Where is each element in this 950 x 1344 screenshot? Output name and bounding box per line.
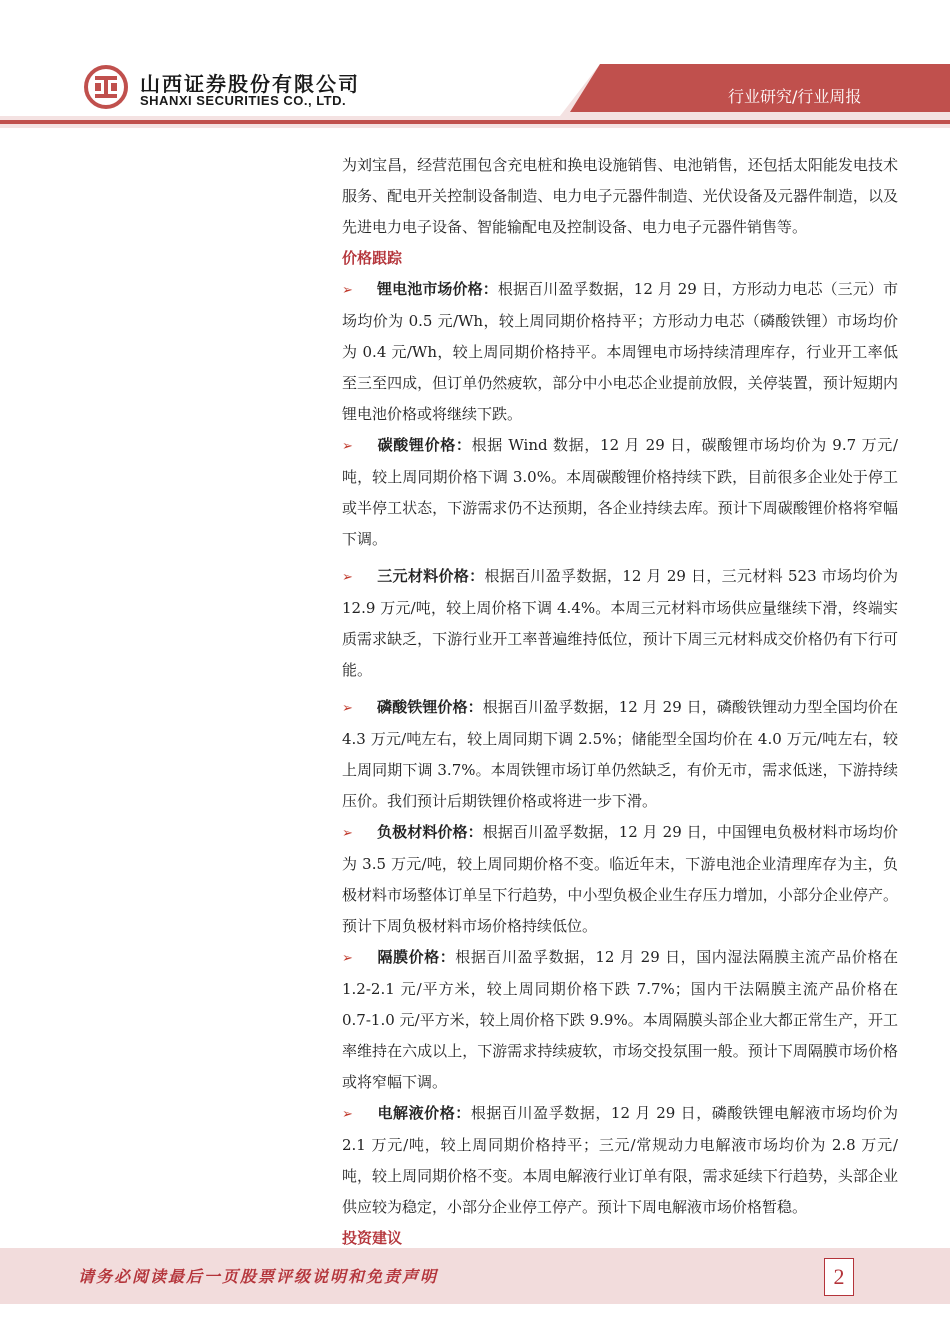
- arrow-bullet-icon: ➢: [342, 951, 353, 966]
- arrow-bullet-icon: ➢: [342, 1107, 353, 1122]
- price-item-text: 根据百川盈孚数据，12 月 29 日，国内湿法隔膜主流产品价格在 1.2-2.1 元/平方米，较上周同期价格下跌 7.7%；国内干法隔膜主流产品价格在 0.7-1.0 元/平方米，较上周价格下跌 9.9%。本周隔膜头部企业大都正常生产，开工率维持在六成以上，下游需求持续疲软，市场交投氛围一般。预计下周隔膜市场价格或将窄幅下调。: [342, 948, 898, 1091]
- price-item: [342, 692, 898, 817]
- invest-section-title: 投资建议: [342, 1229, 403, 1247]
- price-item: [342, 942, 898, 1098]
- price-item-text: 根据百川盈孚数据，12 月 29 日，磷酸铁锂电解液市场均价为 2.1 万元/吨，较上周同期价格持平；三元/常规动力电解液市场均价为 2.8 万元/吨，较上周同期价格不变。本周电解液行业订单有限，需求延续下行趋势，头部企业供应较为稳定，小部分企业停工停产。预计下周电解液市场价格暂稳。: [342, 1104, 898, 1216]
- page-number: 2: [824, 1258, 854, 1296]
- price-item-lead: 隔膜价格：: [376, 948, 456, 966]
- footer-disclaimer: 请务必阅读最后一页股票评级说明和免责声明: [78, 1267, 439, 1286]
- price-item: [342, 430, 898, 555]
- arrow-bullet-icon: ➢: [342, 570, 353, 585]
- price-item-lead: 三元材料价格：: [376, 567, 485, 585]
- price-item-text: 根据 Wind 数据，12 月 29 日，碳酸锂市场均价为 9.7 万元/吨，较上周同期价格下调 3.0%。本周碳酸锂价格持续下跌，目前很多企业处于停工或半停工状态，下游需求仍不达预期，各企业持续去库。预计下周碳酸锂价格将窄幅下调。: [342, 436, 898, 548]
- price-item: [342, 817, 898, 942]
- arrow-bullet-icon: ➢: [342, 701, 353, 716]
- page-header: [0, 0, 950, 130]
- intro-paragraph: 为刘宝昌，经营范围包含充电桩和换电设施销售、电池销售，还包括太阳能发电技术服务、配电开关控制设备制造、电力电子元器件制造、光伏设备及元器件制造，以及先进电力电子设备、智能输配电及控制设备、电力电子元器件销售等。: [342, 156, 898, 236]
- price-item: [342, 274, 898, 430]
- arrow-bullet-icon: ➢: [342, 439, 353, 454]
- price-item-lead: 电解液价格：: [376, 1104, 471, 1122]
- company-name-cn: 山西证券股份有限公司: [140, 72, 360, 96]
- price-item-lead: 锂电池市场价格：: [376, 280, 498, 298]
- arrow-bullet-icon: ➢: [342, 826, 353, 841]
- arrow-bullet-icon: ➢: [342, 283, 353, 298]
- report-category: 行业研究/行业周报: [728, 87, 862, 106]
- main-content: [342, 150, 898, 1254]
- price-item-text: 根据百川盈孚数据，12 月 29 日，中国锂电负极材料市场均价为 3.5 万元/吨，较上周同期价格不变。临近年末，下游电池企业清理库存为主，负极材料市场整体订单呈下行趋势，中小型负极企业生存压力增加，小部分企业停产。预计下周负极材料市场价格持续低位。: [342, 823, 898, 935]
- price-item-text: 根据百川盈孚数据，12 月 29 日，三元材料 523 市场均价为 12.9 万元/吨，较上周价格下调 4.4%。本周三元材料市场供应量继续下滑，终端实质需求缺乏，下游行业开工率普遍维持低位，预计下周三元材料成交价格仍有下行可能。: [342, 567, 898, 679]
- price-item-text: 根据百川盈孚数据，12 月 29 日，磷酸铁锂动力型全国均价在 4.3 万元/吨左右，较上周同期下调 2.5%；储能型全国均价在 4.0 万元/吨左右，较上周同期下调 3.7%。本周铁锂市场订单仍然缺乏，有价无市，需求低迷，下游持续压价。我们预计后期铁锂价格或将进一步下滑。: [342, 698, 898, 810]
- price-item: [342, 561, 898, 686]
- price-item-text: 根据百川盈孚数据，12 月 29 日，方形动力电芯（三元）市场均价为 0.5 元/Wh，较上周同期价格持平；方形动力电芯（磷酸铁锂）市场均价为 0.4 元/Wh，较上周同期价格持平。本周锂电市场持续清理库存，行业开工率低至三至四成，但订单仍然疲软，部分中小电芯企业提前放假，关停装置，预计短期内锂电池价格或将继续下跌。: [342, 280, 898, 423]
- price-item: [342, 1098, 898, 1223]
- price-item-lead: 碳酸锂价格：: [376, 436, 472, 454]
- company-name-en: SHANXI SECURITIES CO., LTD.: [140, 93, 347, 108]
- price-item-lead: 磷酸铁锂价格：: [376, 698, 483, 716]
- price-section-title: 价格跟踪: [342, 249, 403, 267]
- price-item-lead: 负极材料价格：: [376, 823, 483, 841]
